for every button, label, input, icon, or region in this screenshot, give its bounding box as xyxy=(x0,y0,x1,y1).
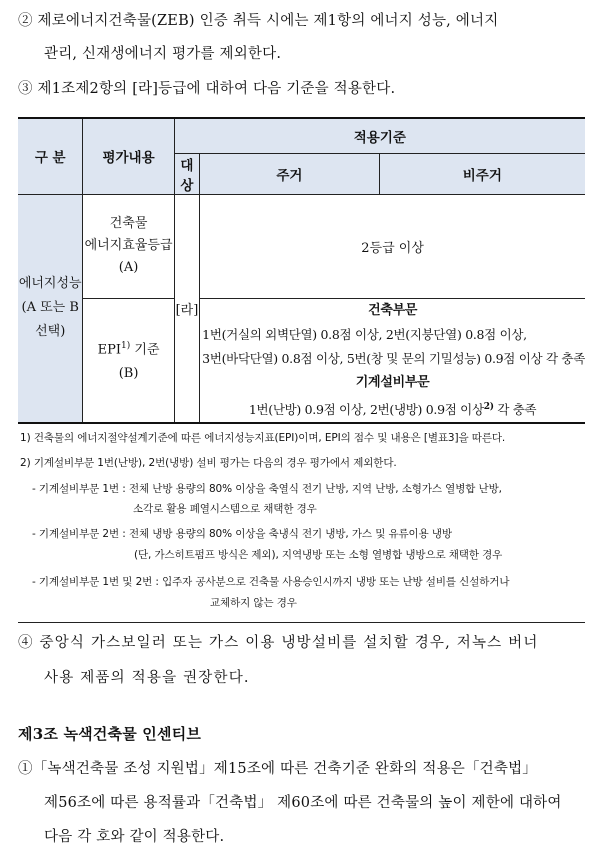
eval-a-line-3: (A) xyxy=(118,260,139,275)
eval-b-footnote-ref: 1) xyxy=(121,340,131,351)
target-cell: [라] xyxy=(174,194,199,423)
arch-title: 건축부문 xyxy=(368,302,418,318)
header-evaluation: 평가내용 xyxy=(83,118,174,194)
article-3-item-1-line-1: ①「녹색건축물 조성 지원법」제15조에 따른 건축기준 완화의 적용은「건축법」 xyxy=(18,761,537,777)
header-residential: 주거 xyxy=(200,153,379,194)
category-line-2: (A 또는 B xyxy=(21,300,79,316)
footnote-divider xyxy=(18,622,585,623)
footnote-1: 1) 건축물의 에너지절약설계기준에 따른 에너지성능지표(EPI)이며, EPI의 점수 및 내용은 [별표3]을 따른다. xyxy=(20,432,506,444)
article-3-item-1-line-2: 제56조에 따른 용적률과「건축법」 제60조에 따른 건축물의 높이 제한에 대하여 xyxy=(44,795,562,811)
footnote-2: 2) 기계설비부문 1번(난방), 2번(냉방) 설비 평가는 다음의 경우 평가에서 제외한다. xyxy=(20,457,397,469)
footnote-detail-1-line-1: - 기계설비부문 1번 : 전체 난방 용량의 80% 이상을 축열식 전기 난방, 지역 난방, 소형가스 열병합 난방, xyxy=(32,483,502,495)
article-3-title: 제3조 녹색건축물 인센티브 xyxy=(18,725,202,743)
eval-b-main: EPI xyxy=(97,342,121,358)
footnote-detail-3-line-1: - 기계설비부문 1번 및 2번 : 입주자 공사분으로 건축물 사용승인시까지 냉방 또는 난방 설비를 신설하거나 xyxy=(32,576,510,588)
eval-b-line-1 xyxy=(83,334,173,362)
criteria-table xyxy=(18,117,585,424)
header-category: 구 분 xyxy=(18,118,83,194)
eval-b-line-2: (B) xyxy=(118,366,139,382)
arch-line-2: 3번(바닥단열) 0.8점 이상, 5번(창 및 문의 기밀성능) 0.9점 이상 각 충족 xyxy=(202,350,585,366)
footnote-detail-2-line-1: - 기계설비부문 2번 : 전체 냉방 용량의 80% 이상을 축냉식 전기 냉방, 가스 및 유류이용 냉방 xyxy=(32,528,452,540)
header-criteria: 적용기준 xyxy=(174,118,585,153)
paragraph-4-line-1: ④ 중앙식 가스보일러 또는 가스 이용 냉방설비를 설치할 경우, 저녹스 버너 xyxy=(18,635,539,651)
mech-main: 1번(난방) 0.9점 이상, 2번(냉방) 0.9점 이상 xyxy=(248,401,484,417)
header-nonresidential: 비주거 xyxy=(379,153,585,194)
footnote-detail-1-line-2: 소각로 활용 폐열시스템으로 채택한 경우 xyxy=(133,503,317,515)
arch-line-1: 1번(거실의 외벽단열) 0.8점 이상, 2번(지붕단열) 0.8점 이상, xyxy=(202,326,527,342)
footnote-detail-3-line-2: 교체하지 않는 경우 xyxy=(210,597,297,609)
mech-line-1 xyxy=(200,395,585,422)
mech-end: 각 충족 xyxy=(493,401,537,417)
eval-a-line-2: 에너지효율등급 xyxy=(84,238,173,253)
eval-efficiency-grade xyxy=(83,194,174,298)
mech-footnote-ref: 2) xyxy=(483,401,494,412)
eval-a-line-1: 건축물 xyxy=(109,216,148,231)
eval-epi xyxy=(83,298,174,423)
paragraph-3: ③ 제1조제2항의 [라]등급에 대하여 다음 기준을 적용한다. xyxy=(18,81,396,97)
paragraph-4-line-2: 사용 제품의 적용을 권장한다. xyxy=(44,670,250,686)
paragraph-2-line-2: 관리, 신재생에너지 평가를 제외한다. xyxy=(44,46,282,62)
category-line-1: 에너지성능 xyxy=(18,276,82,292)
epi-criteria xyxy=(200,298,585,423)
mech-title: 기계설비부문 xyxy=(355,374,430,390)
footnote-detail-2-line-2: (단, 가스히트펌프 방식은 제외), 지역냉방 또는 소형 열병합 냉방으로 채택한 경우 xyxy=(134,549,503,561)
eval-b-rest: 기준 xyxy=(130,342,160,358)
paragraph-2-line-1: ② 제로에너지건축물(ZEB) 인증 취득 시에는 제1항의 에너지 성능, 에너지 xyxy=(18,13,499,29)
category-energy-performance xyxy=(18,194,83,423)
category-line-3: 선택) xyxy=(35,324,66,340)
article-3-item-1-line-3: 다음 각 호와 같이 적용한다. xyxy=(44,829,225,845)
criteria-grade: 2등급 이상 xyxy=(200,194,585,298)
header-target: 대상 xyxy=(174,153,199,194)
